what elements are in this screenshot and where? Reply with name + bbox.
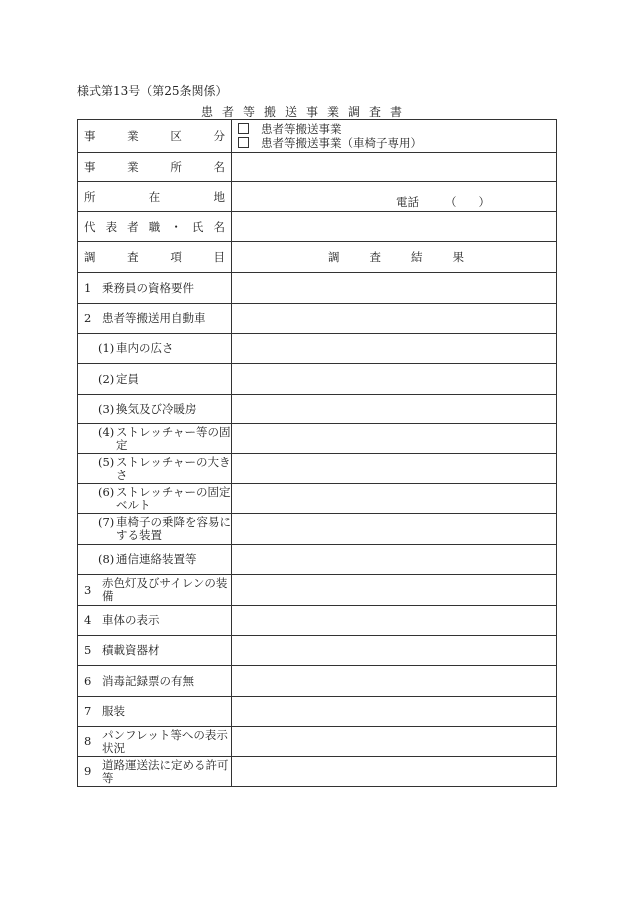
survey-item [78, 575, 232, 606]
item-text: パンフレット等への表示状況 [102, 727, 228, 755]
survey-result-field[interactable] [232, 484, 557, 514]
items-header: 調 査 項 目 [84, 250, 225, 264]
survey-item [78, 514, 232, 545]
survey-row [78, 273, 557, 304]
survey-row [78, 697, 557, 727]
item-number: 9 [84, 764, 92, 778]
item-text: 消毒記録票の有無 [102, 673, 194, 688]
survey-row [78, 757, 557, 787]
business-category-options [232, 120, 557, 153]
survey-item [78, 666, 232, 697]
item-number: (5) [98, 454, 115, 469]
item-number: (6) [98, 484, 115, 499]
phone-label: 電話 [396, 194, 419, 209]
phone-close-paren: ） [478, 194, 490, 209]
survey-row [78, 454, 557, 484]
address-label-cell [78, 182, 232, 212]
item-text: ストレッチャーの大きさ [116, 454, 231, 482]
survey-row [78, 636, 557, 666]
survey-item [78, 484, 232, 514]
representative-label: 代 表 者 職 ・ 氏 名 [84, 219, 225, 234]
survey-row [78, 395, 557, 424]
results-header-cell [232, 242, 557, 273]
survey-item [78, 454, 232, 484]
item-text: 赤色灯及びサイレンの装備 [102, 576, 228, 603]
item-number: 8 [84, 734, 92, 748]
business-category-label-cell [78, 120, 232, 153]
item-number: 6 [84, 673, 92, 688]
survey-result-field[interactable] [232, 424, 557, 454]
item-text: 乗務員の資格要件 [102, 280, 194, 295]
office-name-label: 事 業 所 名 [84, 160, 225, 174]
survey-result-field[interactable] [232, 757, 557, 787]
item-text: 道路運送法に定める許可等 [102, 757, 229, 785]
office-name-label-cell [78, 153, 232, 182]
representative-field[interactable] [232, 212, 557, 242]
item-number: (2) [98, 371, 115, 386]
survey-table [77, 119, 557, 787]
item-text: 定員 [116, 371, 139, 386]
survey-item [78, 697, 232, 727]
survey-item [78, 545, 232, 575]
survey-result-field[interactable] [232, 334, 557, 364]
item-number: 4 [84, 613, 92, 627]
address-field[interactable] [232, 182, 557, 212]
survey-row [78, 424, 557, 454]
item-text: 通信連絡装置等 [116, 552, 197, 566]
item-number: (8) [98, 552, 115, 566]
item-text: 換気及び冷暖房 [116, 401, 197, 416]
survey-item [78, 304, 232, 334]
office-name-field[interactable] [232, 153, 557, 182]
business-category-label: 事 業 区 分 [84, 129, 225, 143]
survey-result-field[interactable] [232, 545, 557, 575]
item-number: 5 [84, 643, 92, 657]
item-text: ストレッチャーの固定ベルト [116, 484, 231, 512]
items-header-cell [78, 242, 232, 273]
survey-row [78, 364, 557, 395]
checkbox-icon[interactable] [238, 137, 249, 148]
option-label: 患者等搬送事業（車椅子専用） [261, 136, 422, 150]
option-wheelchair-transport[interactable] [238, 136, 556, 150]
item-text: 積載資器材 [102, 643, 160, 657]
item-text: 患者等搬送用自動車 [102, 311, 206, 325]
address-label: 所 在 地 [84, 189, 225, 204]
survey-result-field[interactable] [232, 273, 557, 304]
item-number: (4) [98, 424, 115, 439]
form-number-label: 様式第13号（第25条関係） [77, 84, 228, 98]
row-office-name [78, 153, 557, 182]
item-number: (7) [98, 515, 115, 529]
item-number: 1 [84, 280, 92, 295]
item-number: 7 [84, 704, 92, 718]
row-address [78, 182, 557, 212]
survey-row [78, 484, 557, 514]
option-label: 患者等搬送事業 [261, 122, 342, 136]
survey-result-field[interactable] [232, 606, 557, 636]
row-business-category [78, 120, 557, 153]
survey-item [78, 727, 232, 757]
survey-result-field[interactable] [232, 364, 557, 395]
survey-result-field[interactable] [232, 727, 557, 757]
item-text: 車椅子の乗降を容易にする装置 [116, 515, 231, 542]
option-patient-transport[interactable] [238, 122, 556, 136]
phone-open-paren: （ [445, 194, 457, 209]
representative-label-cell [78, 212, 232, 242]
row-representative [78, 212, 557, 242]
item-text: 車内の広さ [116, 341, 174, 355]
survey-row [78, 606, 557, 636]
item-number: 3 [84, 582, 92, 597]
survey-item [78, 757, 232, 787]
item-text: 服装 [102, 704, 125, 718]
item-number: (1) [98, 341, 115, 355]
survey-row [78, 575, 557, 606]
survey-row [78, 727, 557, 757]
survey-row [78, 666, 557, 697]
survey-row [78, 545, 557, 575]
survey-item [78, 364, 232, 395]
survey-result-field[interactable] [232, 454, 557, 484]
survey-result-field[interactable] [232, 304, 557, 334]
survey-result-field[interactable] [232, 395, 557, 424]
item-text: ストレッチャー等の固定 [116, 424, 231, 452]
form-title: 患者等搬送事業調査書 [201, 105, 412, 119]
survey-row [78, 514, 557, 545]
survey-result-field[interactable] [232, 575, 557, 606]
survey-result-field[interactable] [232, 514, 557, 545]
survey-row [78, 304, 557, 334]
survey-item [78, 395, 232, 424]
survey-item [78, 273, 232, 304]
survey-item [78, 424, 232, 454]
survey-item [78, 334, 232, 364]
phone-line [232, 184, 556, 210]
survey-result-field[interactable] [232, 697, 557, 727]
phone-area-code-field[interactable] [457, 194, 479, 210]
survey-result-field[interactable] [232, 636, 557, 666]
results-header: 調 査 結 果 [328, 250, 464, 264]
item-number: (3) [98, 401, 115, 416]
checkbox-icon[interactable] [238, 123, 249, 134]
item-text: 車体の表示 [102, 613, 160, 627]
survey-item [78, 636, 232, 666]
survey-result-field[interactable] [232, 666, 557, 697]
survey-item [78, 606, 232, 636]
survey-row [78, 334, 557, 364]
row-header [78, 242, 557, 273]
item-number: 2 [84, 311, 92, 325]
